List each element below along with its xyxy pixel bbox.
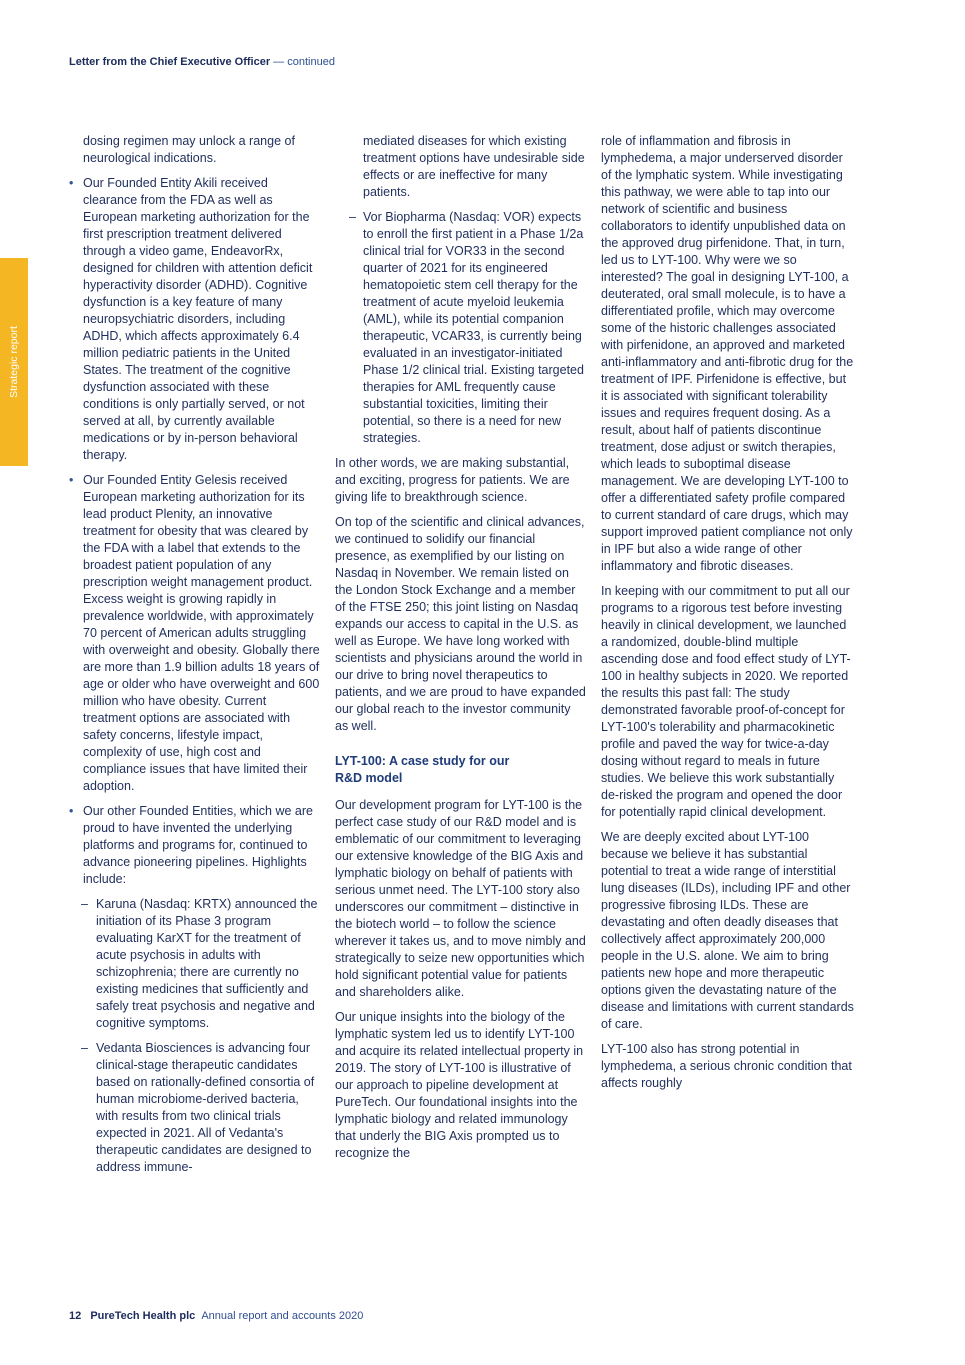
text-column-1	[67, 133, 322, 1184]
sub-item-text: Vedanta Biosciences is advancing four clinical-stage therapeutic candidates based on rationally-defined consortia of human microbiome-derived bacteria, with results from two clinical trials expected in 2021. All of Vedanta's therapeutic candidates are designed to address immune-	[96, 1041, 315, 1174]
paragraph: Our unique insights into the biology of the lymphatic system led us to identify LYT-100 and acquire its related intellectual property in 2019. The story of LYT-100 is illustrative of our approach to pipeline development at PureTech. Our foundational insights into the lymphatic biology and related immunology that underly the BIG Axis prompted us to recognize the	[335, 1010, 584, 1160]
bullet-item	[67, 175, 322, 464]
running-header	[69, 55, 335, 69]
page-footer	[69, 1309, 363, 1323]
dash-icon: –	[81, 897, 88, 911]
sub-item-text: Vor Biopharma (Nasdaq: VOR) expects to enroll the first patient in a Phase 1/2a clinical trial for VOR33 in the second quarter of 2021 for its engineered hematopoietic stem cell therapy for the treatment of acute myeloid leukemia (AML), while its potential companion therapeutic, VCAR33, is currently being evaluated in an investigator-initiated Phase 1/2 clinical trial. Existing targeted therapies for AML frequently cause substantial toxicities, limiting their potential, so there is a need for new strategies.	[363, 210, 584, 445]
page-number: 12	[69, 1310, 82, 1322]
bullet-text: Our other Founded Entities, which we are proud to have invented the underlying platforms and programs for, continued to advance pioneering pipelines. Highlights include:	[83, 804, 313, 886]
bullet-icon: •	[69, 176, 74, 190]
company-name: PureTech Health plc	[90, 1310, 196, 1322]
section-side-tab[interactable]	[0, 258, 28, 466]
bullet-icon: •	[69, 804, 74, 818]
sub-item-continuation: mediated diseases for which existing treatment options have undesirable side effects or are ineffective for many patients.	[363, 134, 585, 199]
paragraph: dosing regimen may unlock a range of neurological indications.	[83, 134, 295, 165]
paragraph: role of inflammation and fibrosis in lymphedema, a major underserved disorder of the lymphatic system. While investigating this pathway, we were able to tap into our network of scientific and business collaborators to identify unpublished data on the approved drug pirfenidone. That, in turn, led us to LYT-100. Why were we so interested? The goal in designing LYT-100, a deuterated, oral small molecule, is to have a differentiated profile, which may overcome some of the historic challenges associated with pirfenidone, an approved and marketed anti-inflammatory and anti-fibrotic drug for the treatment of IPF. Pirfenidone is effective, but it is associated with significant tolerability issues and requires frequent dosing. As a result, about half of patients discontinue treatment, dose adjust or switch therapies, which leads to suboptimal disease management. We are developing LYT-100 to offer a differentiated safety profile compared to current standard of care drugs, which may support improved patient compliance not only in IPF but also a wide range of other inflammatory and fibrotic diseases.	[601, 134, 854, 573]
sub-list-item	[335, 209, 587, 447]
document-title: Annual report and accounts 2020	[201, 1310, 364, 1322]
bullet-icon: •	[69, 473, 74, 487]
dash-icon: –	[349, 210, 356, 224]
dash-icon: –	[81, 1041, 88, 1055]
sub-item-text: Karuna (Nasdaq: KRTX) announced the initiation of its Phase 3 program evaluating KarXT for the treatment of acute psychosis in adults with schizophrenia; there are currently no existing medicines that sufficiently and safely treat psychosis and negative and cognitive symptoms.	[96, 897, 318, 1030]
paragraph: In other words, we are making substantial, and exciting, progress for patients. We are giving life to breakthrough science.	[335, 456, 570, 504]
paragraph: On top of the scientific and clinical advances, we continued to solidify our financial presence, as exemplified by our listing on Nasdaq in November. We remain listed on the London Stock Exchange and a member of the FTSE 250; this joint listing on Nasdaq expands our access to capital in the U.S. as well as Europe. We have long worked with scientists and physicians around the world in our drive to bring novel therapeutics to patients, and we are proud to have expanded our global reach to the investor community as well.	[335, 515, 586, 733]
text-column-2	[335, 133, 587, 1170]
bullet-item	[67, 472, 322, 795]
bullet-item	[67, 803, 322, 888]
paragraph: LYT-100 also has strong potential in lymphedema, a serious chronic condition that affects roughly	[601, 1042, 852, 1090]
header-continued: — continued	[273, 56, 335, 68]
text-column-3	[601, 133, 855, 1100]
paragraph: We are deeply excited about LYT-100 because we believe it has substantial potential to treat a wide range of interstitial lung diseases (ILDs), including IPF and other progressive fibrosing ILDs. These are devastating and often deadly diseases that collectively affect approximately 200,000 people in the U.S. alone. We aim to bring patients new hope and more therapeutic options given the devastating nature of the disease and limitations with current standards of care.	[601, 830, 854, 1031]
paragraph: Our development program for LYT-100 is the perfect case study of our R&D model and is emblematic of our commitment to leveraging our extensive knowledge of the BIG Axis and lymphatic biology on behalf of patients with serious unmet need. The LYT-100 story also underscores our commitment – distinctive in the biotech world – to follow the science wherever it takes us, and to move nimbly and strategically to seize new opportunities which hold significant potential value for patients and shareholders alike.	[335, 798, 586, 999]
sub-list-item	[67, 1040, 322, 1176]
header-title: Letter from the Chief Executive Officer	[69, 56, 271, 68]
section-heading: LYT-100: A case study for our R&D model	[335, 754, 510, 785]
side-tab-label: Strategic report	[8, 326, 20, 398]
bullet-text: Our Founded Entity Gelesis received European marketing authorization for its lead product Plenity, an innovative treatment for obesity that was cleared by the FDA with a label that extends to the broadest patient population of any prescription weight management product. Excess weight is growing rapidly in prevalence worldwide, with approximately 70 percent of American adults struggling with overweight and obesity. Globally there are more than 1.9 billion adults 18 years of age or older who have overweight and 600 million who have obesity. Current treatment options are associated with safety concerns, lifestyle impact, complexity of use, high cost and compliance issues that have limited their adoption.	[83, 473, 320, 793]
paragraph: In keeping with our commitment to put all our programs to a rigorous test before investing heavily in clinical development, we launched a randomized, double-blind multiple ascending dose and food effect study of LYT-100 in healthy subjects in 2020. We reported the results this past fall: The study demonstrated favorable proof-of-concept for LYT-100's tolerability and pharmacokinetic profile and paved the way for twice-a-day dosing without regard to meals in future studies. We believe this work substantially de-risked the program and opened the door for potentially rapid clinical development.	[601, 584, 851, 819]
bullet-text: Our Founded Entity Akili received clearance from the FDA as well as European marketing authorization for the first prescription treatment delivered through a video game, EndeavorRx, designed for children with attention deficit hyperactivity disorder (ADHD). Cognitive dysfunction is a key feature of many neuropsychiatric disorders, including ADHD, which affects approximately 6.4 million pediatric patients in the United States. The treatment of the cognitive dysfunction associated with these conditions is only partially served, or not served at all, by currently available medications or by in-person behavioral therapy.	[83, 176, 313, 462]
sub-list-item	[67, 896, 322, 1032]
